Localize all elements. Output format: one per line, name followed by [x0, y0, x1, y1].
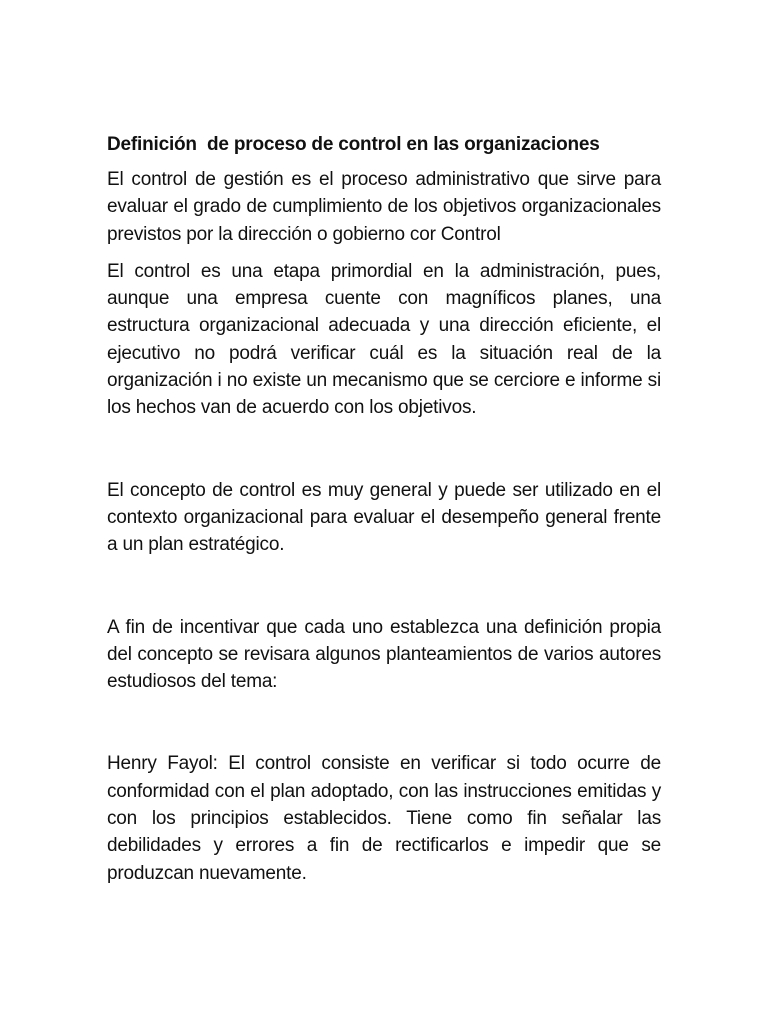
document-body: [107, 131, 661, 887]
paragraph-control-de-gestion: El control de gestión es el proceso administrativo que sirve para evaluar el grado de cumplimiento de los objetivos organizacionales previstos por la dirección o gobierno cor Control: [107, 169, 661, 245]
paragraph-incentivar-definicion: A fin de incentivar que cada uno establezca una definición propia del concepto se revisara algunos planteamientos de varios autores estudiosos del tema:: [107, 616, 661, 693]
paragraph-spacer: [107, 559, 661, 614]
paragraph-concepto-general: El concepto de control es muy general y puede ser utilizado en el contexto organizacional para evaluar el desempeño general frente a un plan estratégico.: [107, 479, 661, 556]
paragraph-etapa-primordial: El control es una etapa primordial en la administración, pues, aunque una empresa cuente con magníficos planes, una estructura organizacional adecuada y una dirección eficiente, el ejecutivo no podrá verificar cuál es la situación real de la organización i no existe un mecanismo que se cerciore e informe si los hechos van de acuerdo con los objetivos.: [107, 260, 661, 419]
paragraph-spacer: [107, 695, 661, 750]
document-title: Definición de proceso de control en las organizaciones: [107, 134, 600, 155]
paragraph-spacer: [107, 248, 661, 258]
paragraph-spacer: [107, 422, 661, 477]
paragraph-henry-fayol: Henry Fayol: El control consiste en verificar si todo ocurre de conformidad con el plan adoptado, con las instrucciones emitidas y con los principios establecidos. Tiene como fin señalar las debilidades y errores a fin de rectificarlos e impedir que se produzcan nuevamente.: [107, 753, 661, 884]
